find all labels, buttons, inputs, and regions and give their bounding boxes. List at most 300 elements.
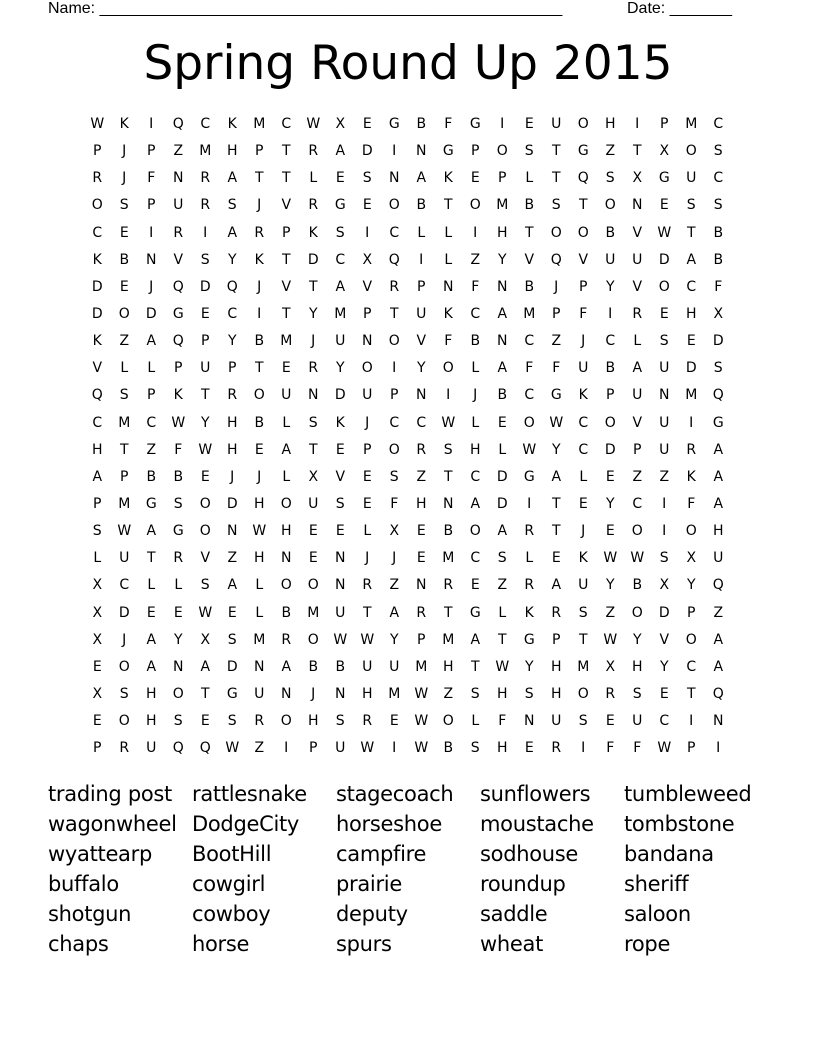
grid-letter[interactable]: W [360,740,375,757]
grid-letter[interactable]: H [496,740,509,757]
grid-letter[interactable]: U [713,550,724,567]
grid-letter[interactable]: X [92,604,103,621]
grid-letter[interactable]: B [173,468,184,485]
grid-letter[interactable]: A [416,170,427,187]
grid-letter[interactable]: N [389,170,400,187]
grid-letter[interactable]: G [577,143,590,160]
grid-letter[interactable]: O [388,197,401,214]
grid-letter[interactable]: S [308,414,319,431]
grid-letter[interactable]: R [281,631,292,648]
grid-letter[interactable]: J [311,333,316,350]
grid-letter[interactable]: G [334,197,347,214]
grid-letter[interactable]: T [281,251,292,268]
grid-letter[interactable]: T [146,550,157,567]
grid-letter[interactable]: B [713,224,724,241]
grid-letter[interactable]: S [470,740,481,757]
grid-letter[interactable]: S [119,685,130,702]
grid-letter[interactable]: R [254,713,265,730]
grid-letter[interactable]: V [335,468,346,485]
grid-letter[interactable]: H [253,550,266,567]
grid-letter[interactable]: D [226,495,239,512]
grid-letter[interactable]: N [335,550,346,567]
grid-letter[interactable]: A [200,658,211,675]
grid-letter[interactable]: W [522,441,537,458]
grid-letter[interactable]: T [281,170,292,187]
grid-letter[interactable]: U [146,740,157,757]
grid-letter[interactable]: M [496,197,509,214]
grid-letter[interactable]: N [281,550,292,567]
grid-letter[interactable]: L [498,604,507,621]
grid-letter[interactable]: O [307,577,320,594]
grid-letter[interactable]: H [280,523,293,540]
grid-letter[interactable]: T [497,631,508,648]
grid-letter[interactable]: T [686,224,697,241]
grid-letter[interactable]: I [500,116,505,132]
grid-letter[interactable]: E [524,116,535,132]
grid-letter[interactable]: C [335,251,346,268]
grid-letter[interactable]: A [632,360,643,377]
grid-letter[interactable]: P [363,305,372,322]
grid-letter[interactable]: E [308,523,319,540]
grid-letter[interactable]: T [551,523,562,540]
grid-letter[interactable]: E [497,414,508,431]
grid-letter[interactable]: Z [254,740,265,757]
grid-letter[interactable]: Q [712,387,725,404]
grid-letter[interactable]: R [416,604,427,621]
grid-letter[interactable]: W [657,224,672,241]
grid-letter[interactable]: J [122,143,127,160]
grid-letter[interactable]: S [119,387,130,404]
grid-letter[interactable]: D [307,251,320,268]
grid-letter[interactable]: Z [227,550,238,567]
grid-letter[interactable]: O [442,713,455,730]
grid-letter[interactable]: O [199,523,212,540]
grid-letter[interactable]: G [658,170,671,187]
grid-letter[interactable]: W [630,550,645,567]
grid-letter[interactable]: J [257,278,262,295]
grid-letter[interactable]: I [149,224,154,241]
grid-letter[interactable]: L [525,550,534,567]
grid-letter[interactable]: P [93,740,102,757]
grid-letter[interactable]: X [308,468,319,485]
grid-letter[interactable]: N [443,278,454,295]
grid-letter[interactable]: J [257,197,262,214]
grid-letter[interactable]: M [253,116,266,132]
grid-letter[interactable]: R [443,577,454,594]
grid-letter[interactable]: A [281,658,292,675]
grid-letter[interactable]: B [443,740,454,757]
grid-letter[interactable]: A [92,468,103,485]
grid-letter[interactable]: E [578,495,589,512]
grid-letter[interactable]: A [227,224,238,241]
grid-letter[interactable]: O [550,224,563,241]
grid-letter[interactable]: U [362,658,373,675]
grid-letter[interactable]: O [280,495,293,512]
grid-letter[interactable]: S [335,495,346,512]
grid-letter[interactable]: K [578,387,589,404]
grid-letter[interactable]: X [389,523,400,540]
grid-letter[interactable]: B [254,414,265,431]
grid-letter[interactable]: S [713,143,724,160]
grid-letter[interactable]: T [551,143,562,160]
grid-letter[interactable]: U [335,740,346,757]
grid-letter[interactable]: L [255,577,264,594]
grid-letter[interactable]: P [606,387,615,404]
grid-letter[interactable]: J [554,278,559,295]
grid-letter[interactable]: P [471,143,480,160]
grid-letter[interactable]: N [281,685,292,702]
grid-letter[interactable]: E [551,550,562,567]
grid-letter[interactable]: N [308,387,319,404]
grid-letter[interactable]: A [713,631,724,648]
grid-letter[interactable]: S [92,523,103,540]
grid-letter[interactable]: S [200,251,211,268]
grid-letter[interactable]: P [390,387,399,404]
grid-letter[interactable]: V [281,197,292,214]
grid-letter[interactable]: M [442,550,455,567]
grid-letter[interactable]: P [309,740,318,757]
grid-letter[interactable]: U [632,251,643,268]
grid-letter[interactable]: W [306,116,321,132]
grid-letter[interactable]: R [389,278,400,295]
grid-letter[interactable]: T [632,143,643,160]
grid-letter[interactable]: W [414,713,429,730]
grid-letter[interactable]: T [578,631,589,648]
grid-letter[interactable]: P [201,333,210,350]
grid-letter[interactable]: C [605,333,616,350]
grid-letter[interactable]: E [281,360,292,377]
grid-letter[interactable]: L [471,713,480,730]
grid-letter[interactable]: L [498,441,507,458]
grid-letter[interactable]: M [334,305,347,322]
grid-letter[interactable]: N [416,577,427,594]
grid-letter[interactable]: P [552,631,561,648]
grid-letter[interactable]: F [471,278,480,295]
grid-letter[interactable]: S [524,685,535,702]
grid-letter[interactable]: B [281,604,292,621]
grid-letter[interactable]: L [363,523,372,540]
grid-letter[interactable]: X [713,305,724,322]
grid-letter[interactable]: T [254,170,265,187]
grid-letter[interactable]: L [417,224,426,241]
grid-letter[interactable]: E [416,550,427,567]
grid-letter[interactable]: B [416,116,427,132]
grid-letter[interactable]: Y [524,658,535,675]
grid-letter[interactable]: S [227,631,238,648]
grid-letter[interactable]: I [203,224,208,241]
grid-letter[interactable]: F [498,713,507,730]
grid-letter[interactable]: C [632,495,643,512]
grid-letter[interactable]: O [253,387,266,404]
grid-letter[interactable]: D [712,333,725,350]
grid-letter[interactable]: R [524,523,535,540]
grid-letter[interactable]: U [659,360,670,377]
grid-letter[interactable]: P [552,305,561,322]
grid-letter[interactable]: Y [173,631,184,648]
grid-letter[interactable]: G [388,116,401,132]
grid-letter[interactable]: K [524,604,535,621]
grid-letter[interactable]: O [604,197,617,214]
grid-letter[interactable]: E [92,713,103,730]
grid-letter[interactable]: I [662,523,667,540]
grid-letter[interactable]: I [446,387,451,404]
grid-letter[interactable]: T [254,360,265,377]
grid-letter[interactable]: S [605,170,616,187]
grid-letter[interactable]: J [365,414,370,431]
grid-letter[interactable]: S [632,685,643,702]
grid-letter[interactable]: B [416,197,427,214]
grid-letter[interactable]: P [579,278,588,295]
grid-letter[interactable]: C [92,224,103,241]
grid-letter[interactable]: L [174,577,183,594]
grid-letter[interactable]: B [146,468,157,485]
grid-letter[interactable]: F [525,360,534,377]
grid-letter[interactable]: R [200,170,211,187]
grid-letter[interactable]: R [524,577,535,594]
grid-letter[interactable]: U [335,604,346,621]
grid-letter[interactable]: A [146,333,157,350]
grid-letter[interactable]: I [608,305,613,322]
grid-letter[interactable]: T [578,197,589,214]
grid-letter[interactable]: G [550,387,563,404]
grid-letter[interactable]: A [389,604,400,621]
grid-letter[interactable]: E [389,713,400,730]
grid-letter[interactable]: O [388,441,401,458]
grid-letter[interactable]: S [443,441,454,458]
grid-letter[interactable]: A [146,658,157,675]
grid-letter[interactable]: M [118,414,131,431]
grid-letter[interactable]: P [147,143,156,160]
grid-letter[interactable]: F [633,740,642,757]
grid-letter[interactable]: N [713,713,724,730]
grid-letter[interactable]: H [712,523,725,540]
grid-letter[interactable]: C [713,116,724,132]
grid-letter[interactable]: R [362,713,373,730]
grid-letter[interactable]: P [417,278,426,295]
grid-letter[interactable]: F [606,740,615,757]
grid-letter[interactable]: Y [605,278,616,295]
grid-letter[interactable]: V [92,360,103,377]
grid-letter[interactable]: S [173,713,184,730]
grid-letter[interactable]: E [605,713,616,730]
grid-letter[interactable]: L [282,414,291,431]
grid-letter[interactable]: C [713,170,724,187]
grid-letter[interactable]: O [577,116,590,132]
grid-letter[interactable]: I [149,116,154,132]
grid-letter[interactable]: U [659,441,670,458]
grid-letter[interactable]: C [524,387,535,404]
grid-letter[interactable]: E [362,468,373,485]
grid-letter[interactable]: A [335,143,346,160]
grid-letter[interactable]: I [257,305,262,322]
grid-letter[interactable]: K [443,170,454,187]
grid-letter[interactable]: N [632,197,643,214]
grid-letter[interactable]: E [362,116,373,132]
grid-letter[interactable]: X [605,658,616,675]
grid-letter[interactable]: Y [308,305,319,322]
grid-letter[interactable]: I [689,713,694,730]
grid-letter[interactable]: N [254,658,265,675]
grid-letter[interactable]: Q [712,577,725,594]
grid-letter[interactable]: E [200,305,211,322]
grid-letter[interactable]: T [200,685,211,702]
grid-letter[interactable]: V [578,251,589,268]
grid-letter[interactable]: N [524,713,535,730]
grid-letter[interactable]: Z [443,685,454,702]
grid-letter[interactable]: B [713,251,724,268]
grid-letter[interactable]: D [91,305,104,322]
grid-letter[interactable]: V [173,251,184,268]
grid-letter[interactable]: P [687,740,696,757]
grid-letter[interactable]: B [524,197,535,214]
grid-letter[interactable]: S [713,197,724,214]
grid-letter[interactable]: Y [632,631,643,648]
grid-letter[interactable]: D [496,495,509,512]
grid-letter[interactable]: H [496,685,509,702]
grid-letter[interactable]: C [389,414,400,431]
grid-letter[interactable]: H [226,143,239,160]
grid-letter[interactable]: I [392,740,397,757]
grid-letter[interactable]: D [334,387,347,404]
grid-letter[interactable]: P [282,224,291,241]
grid-letter[interactable]: C [470,550,481,567]
grid-letter[interactable]: L [147,360,156,377]
grid-letter[interactable]: H [496,224,509,241]
grid-letter[interactable]: M [280,333,293,350]
grid-letter[interactable]: S [227,197,238,214]
grid-letter[interactable]: O [631,604,644,621]
grid-letter[interactable]: R [92,170,103,187]
grid-letter[interactable]: E [119,224,130,241]
grid-letter[interactable]: V [416,333,427,350]
grid-letter[interactable]: A [497,305,508,322]
grid-letter[interactable]: T [551,495,562,512]
grid-letter[interactable]: Q [172,116,185,132]
grid-letter[interactable]: V [632,278,643,295]
grid-letter[interactable]: C [578,441,589,458]
grid-letter[interactable]: H [361,685,374,702]
grid-letter[interactable]: D [496,468,509,485]
grid-letter[interactable]: K [443,305,454,322]
grid-letter[interactable]: B [443,523,454,540]
grid-letter[interactable]: M [442,631,455,648]
grid-letter[interactable]: P [363,441,372,458]
grid-letter[interactable]: A [470,495,481,512]
grid-letter[interactable]: I [581,740,586,757]
grid-letter[interactable]: U [605,251,616,268]
grid-letter[interactable]: E [362,197,373,214]
grid-letter[interactable]: F [444,116,453,132]
grid-letter[interactable]: N [497,278,508,295]
grid-letter[interactable]: W [414,685,429,702]
grid-letter[interactable]: R [119,740,130,757]
grid-letter[interactable]: H [91,441,104,458]
grid-letter[interactable]: M [307,604,320,621]
grid-letter[interactable]: X [92,685,103,702]
grid-letter[interactable]: G [712,414,725,431]
grid-letter[interactable]: L [471,360,480,377]
grid-letter[interactable]: B [470,333,481,350]
grid-letter[interactable]: V [632,414,643,431]
grid-letter[interactable]: C [281,116,292,132]
grid-letter[interactable]: U [335,333,346,350]
grid-letter[interactable]: K [119,116,130,132]
grid-letter[interactable]: R [227,387,238,404]
grid-letter[interactable]: W [333,631,348,648]
grid-letter[interactable]: Q [577,170,590,187]
grid-letter[interactable]: K [308,224,319,241]
grid-letter[interactable]: U [659,414,670,431]
grid-letter[interactable]: E [335,441,346,458]
grid-letter[interactable]: A [713,658,724,675]
grid-letter[interactable]: N [659,387,670,404]
grid-letter[interactable]: U [551,116,562,132]
grid-letter[interactable]: G [469,116,482,132]
grid-letter[interactable]: H [226,414,239,431]
grid-letter[interactable]: E [200,713,211,730]
grid-letter[interactable]: J [581,523,586,540]
grid-letter[interactable]: K [686,468,697,485]
grid-letter[interactable]: P [417,631,426,648]
grid-letter[interactable]: W [603,631,618,648]
grid-letter[interactable]: O [307,631,320,648]
grid-letter[interactable]: I [716,740,721,757]
grid-letter[interactable]: D [658,604,671,621]
grid-letter[interactable]: X [92,577,103,594]
grid-letter[interactable]: J [230,468,235,485]
grid-letter[interactable]: Q [172,333,185,350]
grid-letter[interactable]: R [686,441,697,458]
grid-letter[interactable]: T [551,170,562,187]
grid-letter[interactable]: L [93,550,102,567]
grid-letter[interactable]: T [119,441,130,458]
grid-letter[interactable]: T [389,305,400,322]
grid-letter[interactable]: M [685,387,698,404]
grid-letter[interactable]: S [578,604,589,621]
grid-letter[interactable]: B [524,278,535,295]
grid-letter[interactable]: X [92,631,103,648]
grid-letter[interactable]: S [470,685,481,702]
grid-letter[interactable]: L [120,360,129,377]
grid-letter[interactable]: R [254,224,265,241]
grid-letter[interactable]: H [631,658,644,675]
grid-letter[interactable]: L [444,224,453,241]
grid-letter[interactable]: F [147,170,156,187]
grid-letter[interactable]: A [227,577,238,594]
grid-letter[interactable]: J [149,278,154,295]
grid-letter[interactable]: I [635,116,640,132]
grid-letter[interactable]: D [658,251,671,268]
grid-letter[interactable]: P [120,468,129,485]
grid-letter[interactable]: O [631,523,644,540]
grid-letter[interactable]: R [416,441,427,458]
grid-letter[interactable]: P [687,604,696,621]
grid-letter[interactable]: Y [659,658,670,675]
grid-letter[interactable]: C [686,278,697,295]
grid-letter[interactable]: B [605,360,616,377]
grid-letter[interactable]: A [686,251,697,268]
grid-letter[interactable]: O [172,685,185,702]
grid-letter[interactable]: F [687,495,696,512]
grid-letter[interactable]: Y [335,360,346,377]
grid-letter[interactable]: P [93,495,102,512]
grid-letter[interactable]: E [605,523,616,540]
grid-letter[interactable]: T [362,604,373,621]
grid-letter[interactable]: E [605,468,616,485]
grid-letter[interactable]: I [365,224,370,241]
grid-letter[interactable]: O [118,658,131,675]
grid-letter[interactable]: S [335,224,346,241]
